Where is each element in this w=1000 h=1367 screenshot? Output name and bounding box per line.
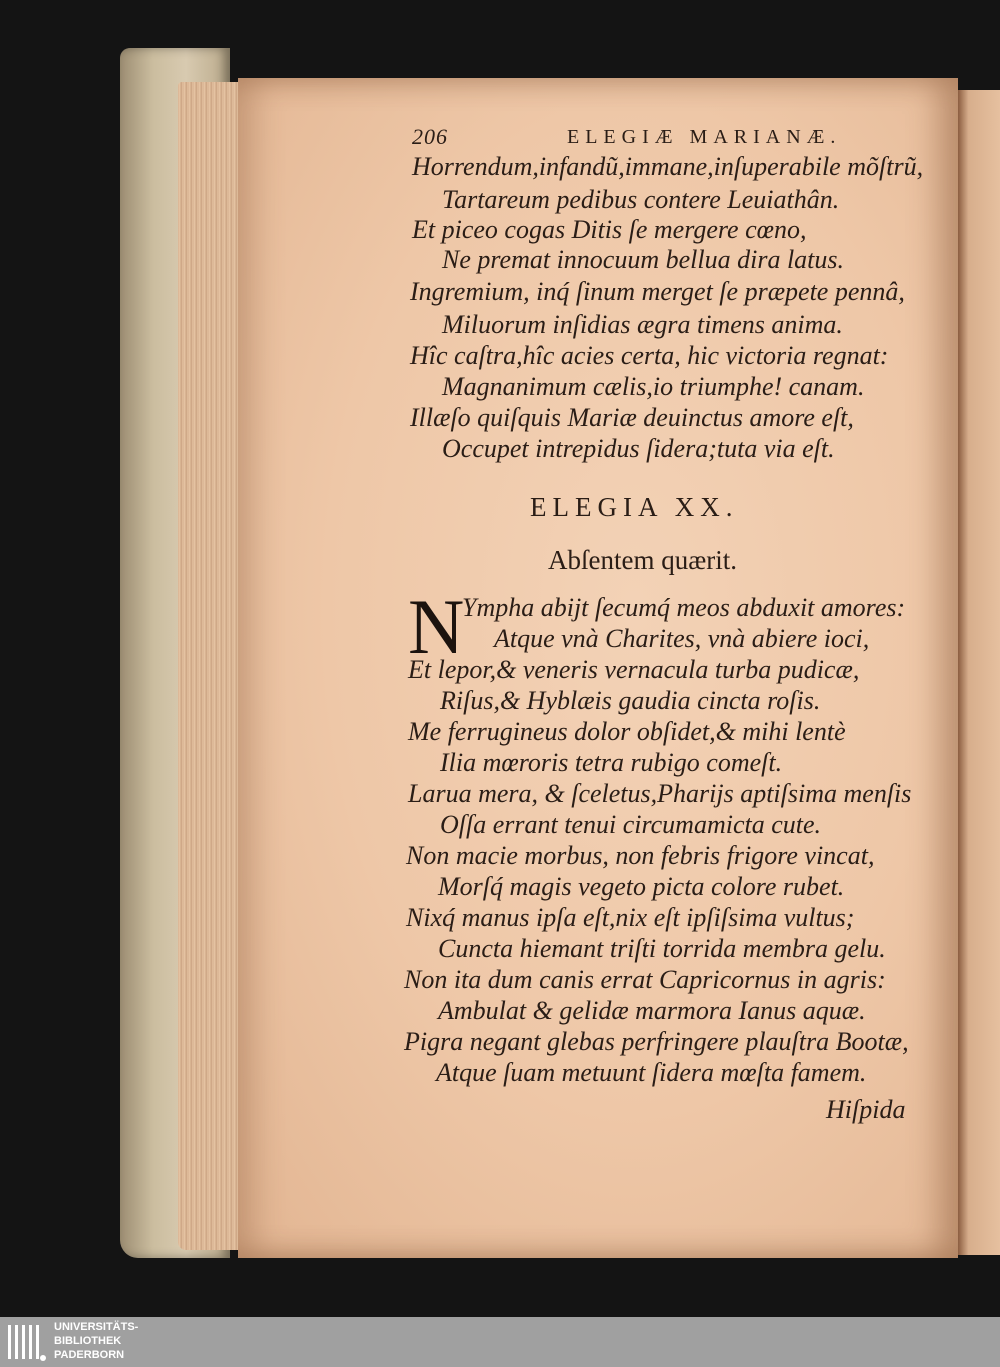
verse-line: Et piceo cogas Ditis ſe mergere cœno, — [412, 215, 807, 244]
running-header — [412, 118, 912, 152]
verse-line: Me ferrugineus dolor obſidet,& mihi lentè — [408, 717, 846, 746]
verse-line: Pigra negant glebas perfringere plauſtra Bootæ, — [404, 1027, 909, 1056]
running-title: ELEGIÆ MARIANÆ. — [567, 126, 842, 148]
verse-line: Ambulat & gelidæ marmora Ianus aquæ. — [438, 996, 866, 1025]
verse-line: Et lepor,& veneris vernacula turba pudicæ, — [408, 655, 860, 684]
verse-line: Atque vnà Charites, vnà abiere ioci, — [494, 624, 870, 653]
verse-line: Cuncta hiemant triſti torrida membra gelu. — [438, 934, 886, 963]
catchword: Hiſpida — [826, 1095, 906, 1124]
verse-line: Ilia mœroris tetra rubigo comeſt. — [440, 748, 783, 777]
verse-line: Oſſa errant tenui circumamicta cute. — [440, 810, 822, 839]
verse-line: Riſus,& Hyblæis gaudia cincta roſis. — [440, 686, 821, 715]
verse-line: Ympha abijt ſecumq́ meos abduxit amores: — [462, 593, 906, 622]
verse-line: Miluorum inſidias ægra timens anima. — [442, 310, 843, 339]
library-logo-icon — [6, 1321, 46, 1363]
verse-line: Occupet intrepidus ſidera;tuta via eſt. — [442, 434, 835, 463]
library-name-line: UNIVERSITÄTS- — [54, 1321, 139, 1333]
page-number: 206 — [412, 124, 448, 149]
drop-capital: N — [408, 583, 465, 670]
verse-line: Nixq́ manus ipſa eſt,nix eſt ipſiſsima vultus; — [406, 903, 855, 932]
verse-line: Ne premat innocuum bellua dira latus. — [442, 245, 845, 274]
verse-line: Tartareum pedibus contere Leuiathân. — [442, 185, 840, 214]
library-name-line: BIBLIOTHEK — [54, 1335, 122, 1347]
verse-line: Horrendum,infandũ,immane,inſuperabile mõſtrũ, — [412, 152, 924, 181]
verse-line: Non macie morbus, non febris frigore vincat, — [406, 841, 875, 870]
elegy-subtitle: Abſentem quærit. — [548, 545, 737, 575]
verse-line: Non ita dum canis errat Capricornus in agris: — [404, 965, 886, 994]
elegy-title: ELEGIA XX. — [530, 492, 739, 522]
library-name-line: PADERBORN — [54, 1349, 125, 1361]
verse-line: Larua mera, & ſceletus,Pharijs aptiſsima menſis — [408, 779, 912, 808]
verse-line: Illæſo quiſquis Mariæ deuinctus amore eſt, — [410, 403, 854, 432]
verse-line: Ingremium, inq́ ſinum merget ſe præpete pennâ, — [410, 277, 905, 306]
verse-line: Magnanimum cælis,io triumphe! canam. — [442, 372, 865, 401]
verse-line: Hîc caſtra,hîc acies certa, hic victoria regnat: — [410, 341, 889, 370]
verse-line: Morſq́ magis vegeto picta colore rubet. — [438, 872, 845, 901]
library-name — [54, 1320, 138, 1362]
verse-line: Atque ſuam metuunt ſidera mœſta famem. — [436, 1058, 867, 1087]
footer-bar — [0, 1317, 1000, 1367]
